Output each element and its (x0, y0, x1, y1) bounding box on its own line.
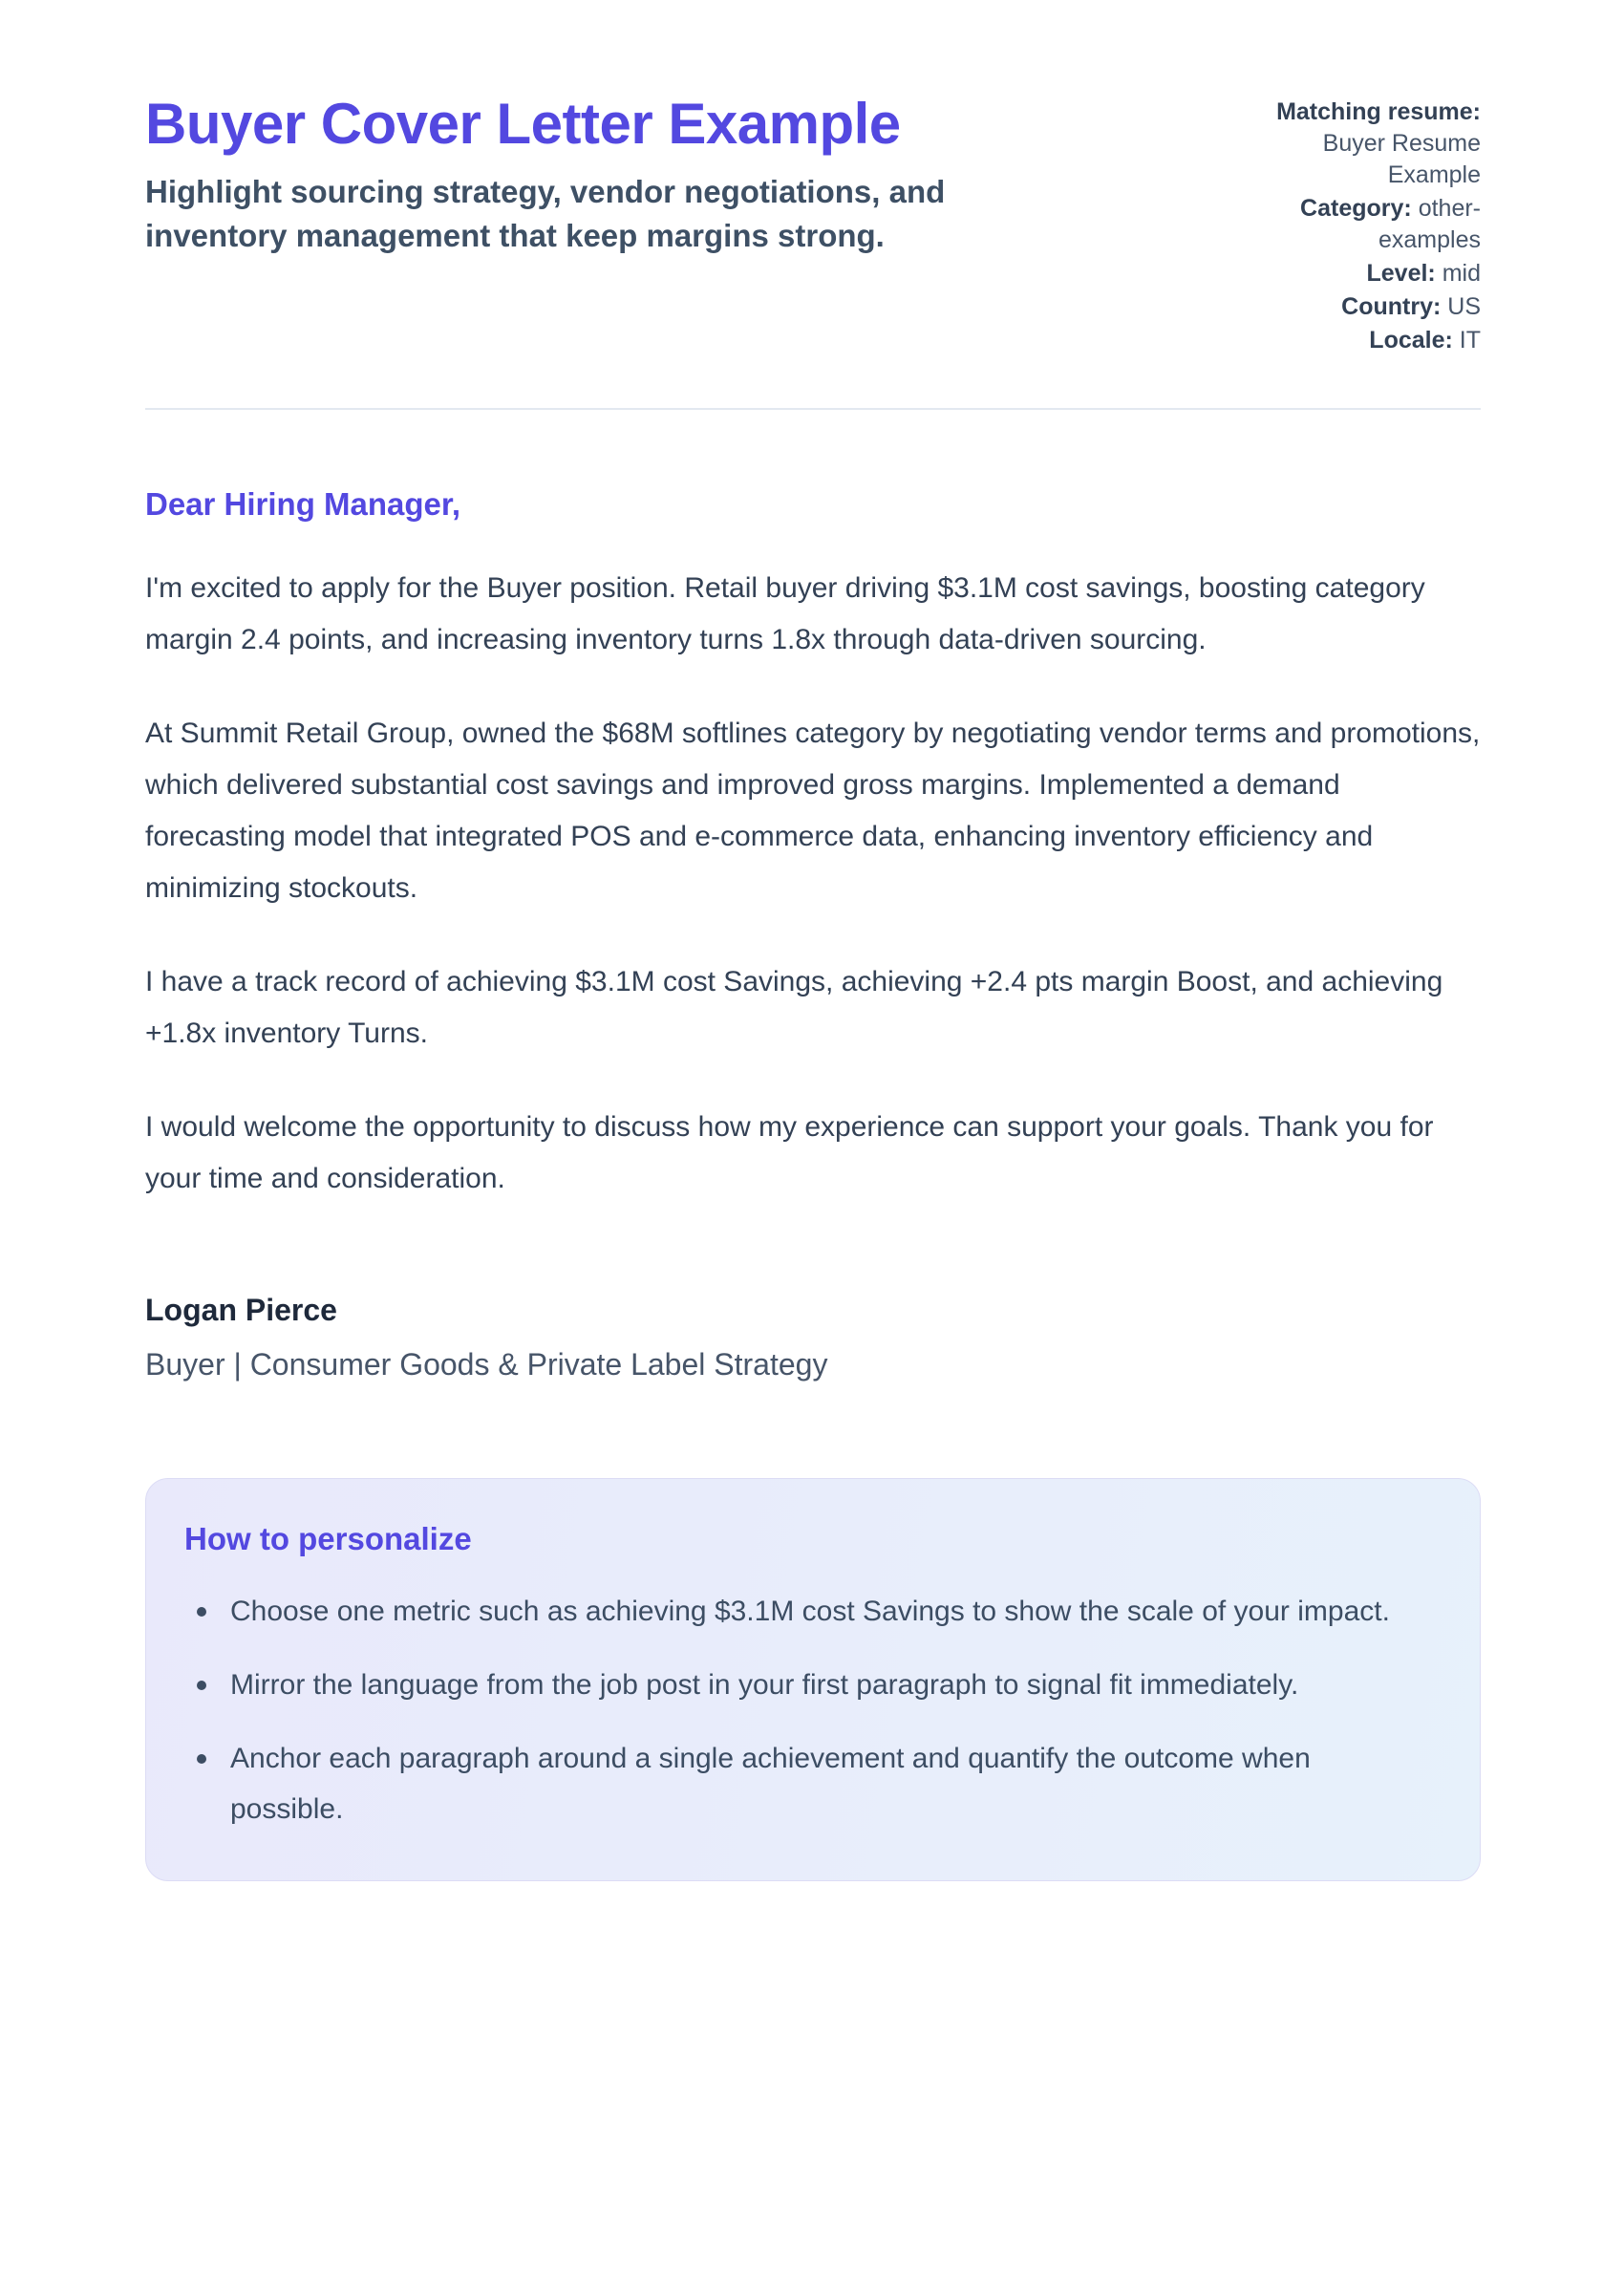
meta-value: other-examples (1378, 195, 1481, 253)
signature-role: Buyer | Consumer Goods & Private Label Strategy (145, 1347, 828, 1382)
callout-title: How to personalize (184, 1521, 472, 1556)
letter-paragraph: I would welcome the opportunity to discuss how my experience can support your goals. Thank you for your time and consideration. (145, 1111, 1434, 1194)
meta-label: Country: (1341, 293, 1442, 320)
meta-label: Category: (1300, 195, 1412, 222)
tip-item (184, 1660, 1426, 1710)
resume-meta-block (1230, 91, 1481, 358)
letter-paragraph: I'm excited to apply for the Buyer position. Retail buyer driving $3.1M cost savings, boosting category margin 2.4 points, and increasing inventory turns 1.8x through data-driven sourcing. (145, 572, 1425, 655)
letter-paragraph: I have a track record of achieving $3.1M cost Savings, achieving +2.4 pts margin Boost, and achieving +1.8x inventory Turns. (145, 966, 1443, 1049)
meta-value: US (1447, 293, 1481, 320)
meta-value: mid (1442, 260, 1481, 287)
tip-text: Choose one metric such as achieving $3.1M cost Savings to show the scale of your impact. (230, 1596, 1390, 1627)
meta-label: Locale: (1369, 327, 1453, 354)
meta-country (1230, 291, 1481, 323)
tip-text: Anchor each paragraph around a single achievement and quantify the outcome when possible. (230, 1743, 1311, 1825)
meta-category (1230, 193, 1481, 256)
bullet-icon (197, 1681, 206, 1690)
meta-label: Matching resume: (1276, 98, 1481, 125)
tip-item (184, 1733, 1426, 1834)
bullet-icon (197, 1754, 206, 1764)
page-header (145, 91, 1481, 358)
title-block (145, 91, 1019, 257)
signature-block (145, 1293, 1481, 1382)
meta-locale (1230, 325, 1481, 356)
meta-matching-resume (1230, 96, 1481, 191)
page-subtitle: Highlight sourcing strategy, vendor negotiations, and inventory management that keep margins strong. (145, 174, 946, 253)
meta-value: IT (1459, 327, 1481, 354)
letter-body (145, 410, 1481, 1382)
signature-name: Logan Pierce (145, 1293, 337, 1327)
tip-text: Mirror the language from the job post in your first paragraph to signal fit immediately. (230, 1669, 1299, 1701)
bullet-icon (197, 1607, 206, 1617)
meta-label: Level: (1366, 260, 1436, 287)
how-to-personalize-callout (145, 1478, 1481, 1881)
salutation: Dear Hiring Manager, (145, 486, 461, 522)
meta-value: Buyer Resume Example (1322, 130, 1481, 188)
tip-item (184, 1586, 1426, 1637)
page-title: Buyer Cover Letter Example (145, 92, 901, 156)
letter-paragraph: At Summit Retail Group, owned the $68M softlines category by negotiating vendor terms and promotions, which delivered substantial cost savings and improved gross margins. Implemented a demand forecasting model that integrated POS and e-commerce data, enhancing inventory efficiency and minimizing stockouts. (145, 718, 1481, 904)
tips-list (184, 1586, 1426, 1834)
meta-level (1230, 258, 1481, 289)
